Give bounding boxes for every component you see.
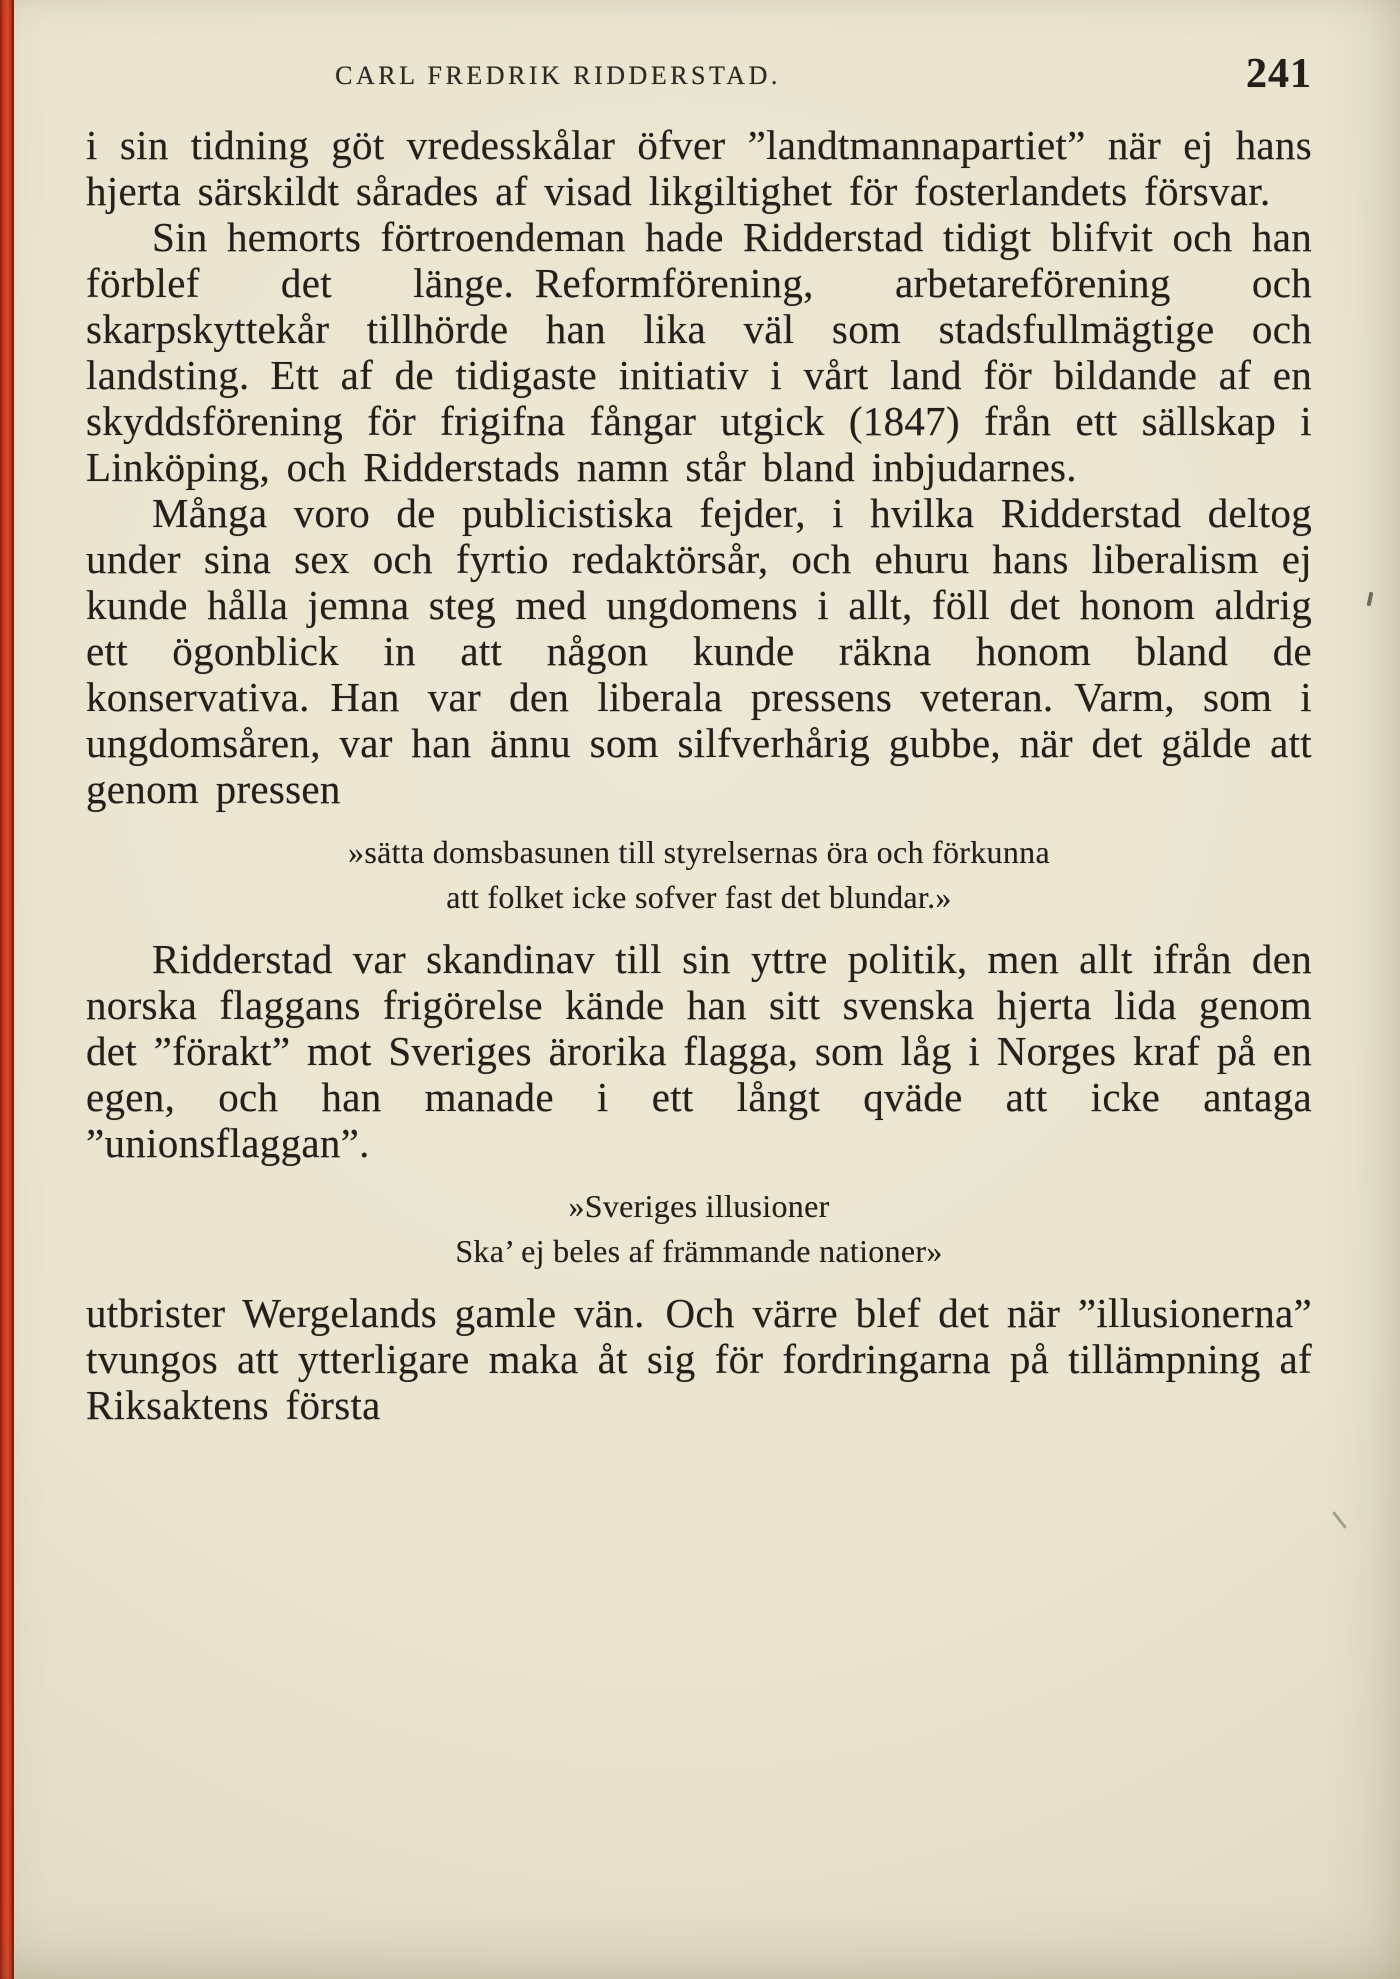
verse-line: att folket icke sofver fast det blundar.»	[446, 879, 952, 915]
page-body	[86, 122, 1312, 1428]
paragraph: utbrister Wergelands gamle vän. Och värre blef det när ”illusionerna” tvungos att ytterligare maka åt sig för fordringarna på tillämpning af Riksaktens första	[86, 1290, 1312, 1428]
page-number: 241	[1246, 51, 1312, 97]
verse-line: Ska’ ej beles af främmande nationer»	[455, 1233, 943, 1269]
scan-artifact	[1367, 592, 1374, 607]
verse-line: »Sveriges illusioner	[568, 1188, 830, 1224]
verse-line: »sätta domsbasunen till styrelsernas öra och förkunna	[348, 834, 1050, 870]
paragraph: i sin tidning göt vredesskålar öfver ”landtmannapartiet” när ej hans hjerta särskildt sårades af visad likgiltighet för fosterlandets försvar.	[86, 122, 1312, 214]
paragraph: Många voro de publicistiska fejder, i hvilka Ridderstad deltog under sina sex och fyrtio redaktörsår, och ehuru hans liberalism ej kunde hålla jemna steg med ungdomens i allt, föll det honom aldrig ett ögonblick in att någon kunde räkna honom bland de konservativa. Han var den liberala pressens veteran. Varm, som i ungdomsåren, var han ännu som silfverhårig gubbe, när det gälde att genom pressen	[86, 490, 1312, 812]
running-title: CARL FREDRIK RIDDERSTAD.	[335, 61, 781, 90]
verse-block	[86, 1184, 1312, 1274]
verse-block	[86, 830, 1312, 920]
paragraph: Ridderstad var skandinav till sin yttre politik, men allt ifrån den norska flaggans frigörelse kände han sitt svenska hjerta lida genom det ”förakt” mot Sveriges ärorika flagga, som låg i Norges kraf på en egen, och han manade i ett långt qväde att icke antaga ”unionsflaggan”.	[86, 936, 1312, 1166]
scan-artifact	[1332, 1511, 1347, 1529]
paragraph: Sin hemorts förtroendeman hade Ridderstad tidigt blifvit och han förblef det länge. Reformförening, arbetareförening och skarpskyttekår tillhörde han lika väl som stadsfullmägtige och landsting. Ett af de tidigaste initiativ i vårt land för bildande af en skyddsförening för frigifna fångar utgick (1847) från ett sällskap i Linköping, och Ridderstads namn står bland inbjudarnes.	[86, 214, 1312, 490]
running-header	[86, 50, 1312, 98]
